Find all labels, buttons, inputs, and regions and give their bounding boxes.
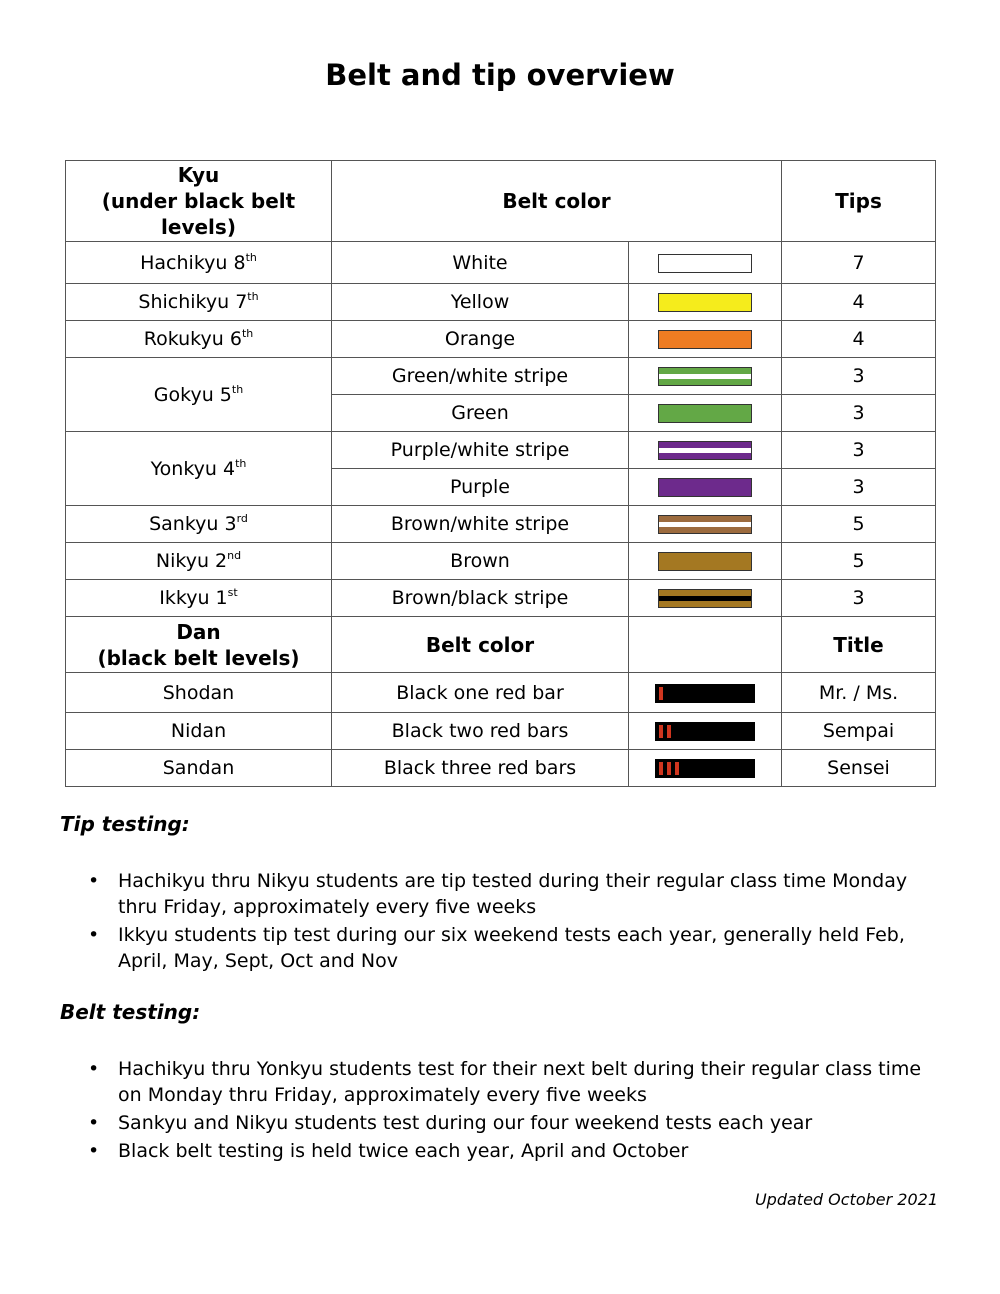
list-item: • Hachikyu thru Nikyu students are tip tested during their regular class time Monday thru Friday, approximately every five weeks xyxy=(88,870,908,918)
dan-header-row xyxy=(66,617,936,673)
kyu-name: Rokukyu 6th xyxy=(66,321,332,358)
tips: 4 xyxy=(782,321,936,358)
belt-color: Orange xyxy=(332,321,629,358)
belt-swatch xyxy=(658,404,752,423)
red-bar xyxy=(659,725,663,738)
belt-testing-heading: Belt testing: xyxy=(60,1000,201,1024)
table-row xyxy=(66,242,936,284)
belt-swatch xyxy=(658,552,752,571)
belt-color: Purple xyxy=(332,469,629,506)
tips: 5 xyxy=(782,506,936,543)
kyu-name: Yonkyu 4th xyxy=(66,432,332,506)
dan-header: Dan (black belt levels) xyxy=(66,617,332,673)
table-row xyxy=(66,358,936,395)
black-belt-swatch xyxy=(655,684,755,703)
tip-testing-list xyxy=(88,868,948,976)
belt-color: Green xyxy=(332,395,629,432)
belt-swatch xyxy=(658,478,752,497)
list-item: • Ikkyu students tip test during our six weekend tests each year, generally held Feb, April, May, Sept, Oct and Nov xyxy=(88,924,905,972)
belt-swatch xyxy=(658,589,752,608)
table-row xyxy=(66,543,936,580)
belt-color: Brown/black stripe xyxy=(332,580,629,617)
dan-name: Nidan xyxy=(66,713,332,750)
tips: 3 xyxy=(782,469,936,506)
black-belt-swatch xyxy=(655,722,755,741)
dan-title: Sensei xyxy=(782,750,936,787)
belt-swatch xyxy=(658,293,752,312)
dan-name: Sandan xyxy=(66,750,332,787)
page-title: Belt and tip overview xyxy=(325,58,675,92)
kyu-name: Ikkyu 1st xyxy=(66,580,332,617)
kyu-name: Shichikyu 7th xyxy=(66,284,332,321)
belt-testing-list xyxy=(88,1056,948,1166)
dan-title: Sempai xyxy=(782,713,936,750)
belt-color: Yellow xyxy=(332,284,629,321)
table-row xyxy=(66,673,936,713)
dan-title: Mr. / Ms. xyxy=(782,673,936,713)
kyu-name: Hachikyu 8th xyxy=(66,242,332,284)
belt-color: Black three red bars xyxy=(332,750,629,787)
tips: 4 xyxy=(782,284,936,321)
belt-swatch xyxy=(658,441,752,460)
belt-swatch xyxy=(658,254,752,273)
tips-header: Tips xyxy=(782,161,936,242)
tips: 3 xyxy=(782,395,936,432)
table-row xyxy=(66,713,936,750)
dan-name: Shodan xyxy=(66,673,332,713)
belt-color: Brown xyxy=(332,543,629,580)
table-row xyxy=(66,580,936,617)
table-row xyxy=(66,750,936,787)
table-row xyxy=(66,432,936,469)
black-belt-swatch xyxy=(655,759,755,778)
dan-belt-color-header: Belt color xyxy=(332,617,629,673)
belt-color: Green/white stripe xyxy=(332,358,629,395)
belt-swatch xyxy=(658,515,752,534)
red-bar xyxy=(659,687,663,700)
red-bar xyxy=(659,762,663,775)
title-header: Title xyxy=(782,617,936,673)
kyu-header: Kyu (under black belt levels) xyxy=(66,161,332,242)
list-item: • Black belt testing is held twice each year, April and October xyxy=(88,1140,689,1162)
red-bar xyxy=(667,762,671,775)
belt-color: Black one red bar xyxy=(332,673,629,713)
list-item: • Hachikyu thru Yonkyu students test for their next belt during their regular class time on Monday thru Friday, approximately every five weeks xyxy=(88,1058,922,1106)
kyu-name: Gokyu 5th xyxy=(66,358,332,432)
tips: 3 xyxy=(782,432,936,469)
belt-color: White xyxy=(332,242,629,284)
red-bar xyxy=(667,725,671,738)
belt-swatch xyxy=(658,367,752,386)
tip-testing-heading: Tip testing: xyxy=(60,812,190,836)
belt-color-header: Belt color xyxy=(332,161,782,242)
kyu-name: Nikyu 2nd xyxy=(66,543,332,580)
table-row xyxy=(66,506,936,543)
belt-swatch xyxy=(658,330,752,349)
table-row xyxy=(66,321,936,358)
list-item: • Sankyu and Nikyu students test during our four weekend tests each year xyxy=(88,1112,813,1134)
tips: 3 xyxy=(782,580,936,617)
belt-table xyxy=(65,160,936,787)
tips: 5 xyxy=(782,543,936,580)
belt-color: Black two red bars xyxy=(332,713,629,750)
tips: 3 xyxy=(782,358,936,395)
belt-color: Purple/white stripe xyxy=(332,432,629,469)
kyu-header-row xyxy=(66,161,936,242)
table-row xyxy=(66,284,936,321)
belt-color: Brown/white stripe xyxy=(332,506,629,543)
tips: 7 xyxy=(782,242,936,284)
red-bar xyxy=(675,762,679,775)
kyu-name: Sankyu 3rd xyxy=(66,506,332,543)
updated-note: Updated October 2021 xyxy=(754,1190,938,1209)
